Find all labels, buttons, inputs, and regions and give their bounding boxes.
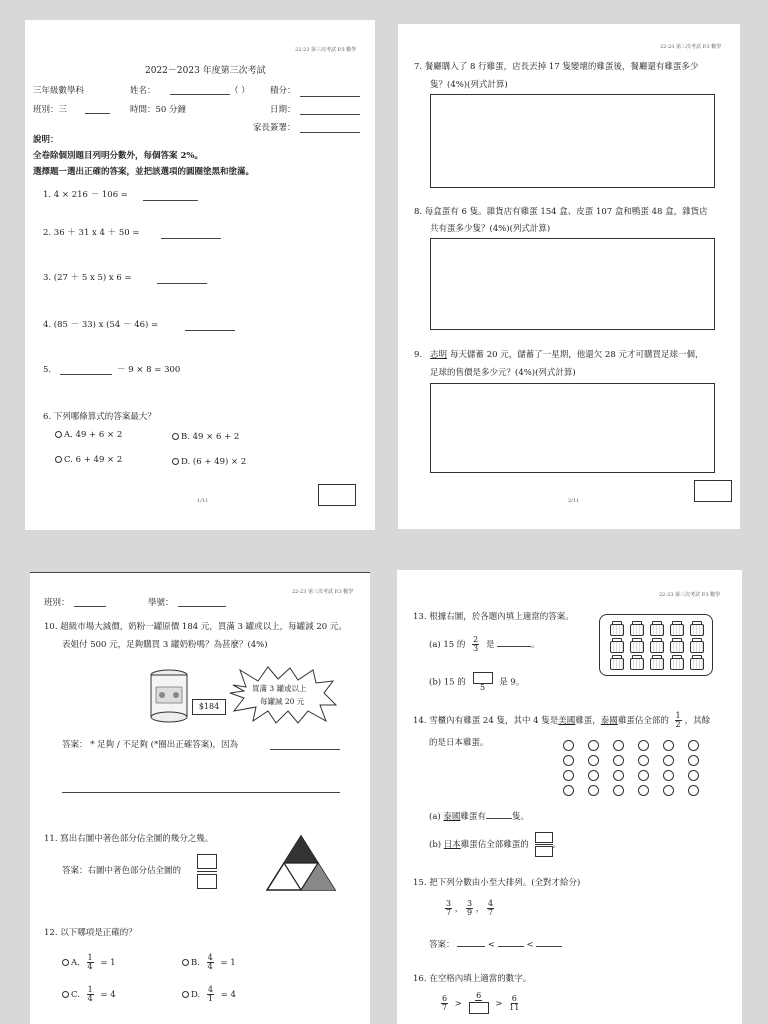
question-16: 16. 在空格內填上適當的數字。	[413, 974, 532, 984]
question-9-number: 9.	[414, 350, 423, 360]
score-label: 積分：	[270, 86, 296, 96]
radio-circle-icon	[182, 959, 189, 966]
q12-option-c[interactable]: C. $\frac{1}{4}$ = 4	[62, 986, 116, 1003]
class-field[interactable]	[85, 113, 110, 114]
radio-circle-icon	[55, 456, 62, 463]
page-top-rule	[30, 572, 370, 573]
question-7-line-1: 7. 餐廳購入了 8 行雞蛋，店長丟掉 17 隻變壞的雞蛋後，餐廳還有雞蛋多少	[414, 62, 699, 72]
q14b-fraction-answer-box[interactable]	[535, 832, 553, 857]
q14a-answer-line[interactable]	[486, 818, 512, 819]
score-field[interactable]	[300, 96, 360, 97]
q6-option-b[interactable]: B. 49 × 6 + 2	[172, 432, 239, 443]
class-label: 班別：三	[33, 105, 68, 115]
page-header: 22-23 第三次考試 P.3 數學	[292, 589, 354, 595]
instructions-line-1: 全卷除個別題目列明分數外，每個答案 2%。	[33, 151, 203, 161]
question-13: 13. 根據右圖，於各題內填上適當的答案。	[413, 612, 574, 622]
q12-option-a[interactable]: A. $\frac{1}{4}$ = 1	[62, 954, 116, 971]
class-field[interactable]	[74, 606, 106, 607]
question-14-line-1: 14. 雪櫃內有雞蛋 24 隻，其中 4 隻是美國雞蛋，泰國雞蛋佔全部的 $\frac{1}{2}$ ，其餘	[413, 711, 711, 729]
score-box[interactable]	[694, 480, 732, 502]
q6-option-c[interactable]: C. 6 + 49 × 2	[55, 455, 122, 466]
instructions-line-2: 選擇題一選出正確的答案，並把該選項的圓圈塗黑和塗滿。	[33, 167, 255, 177]
parent-signature-field[interactable]	[300, 132, 360, 133]
q6-option-a[interactable]: A. 49 + 6 × 2	[55, 430, 122, 441]
q10-answer-prompt: 答案： * 足夠 / 不足夠 (*圈出正確答案)，因為	[62, 740, 239, 750]
question-6: 6. 下列哪條算式的答案最大？	[43, 412, 156, 422]
question-10-line-1: 10. 超級市場大減價，奶粉一罐原價 184 元，買滿 3 罐或以上，每罐減 20 元。	[44, 622, 347, 632]
subject-label: 三年級數學科	[33, 86, 85, 96]
price-tag: $184	[192, 699, 226, 715]
egg-circles-grid	[563, 740, 699, 796]
name-label: 姓名：	[130, 86, 156, 96]
question-9-line-1: 每天儲蓄 20 元，儲蓄了一星期，他還欠 28 元才可購買足球一個，	[450, 350, 704, 360]
burst-text-line-1: 買滿 3 罐或以上	[252, 684, 307, 693]
page-number: 2/11	[568, 498, 580, 504]
q13a: (a) 15 的 $\frac{2}{3}$ 是 。	[429, 635, 540, 653]
q7-working-box[interactable]	[430, 94, 715, 188]
score-box[interactable]	[318, 484, 356, 506]
time-label: 時間：50 分鐘	[130, 105, 187, 115]
question-5-number: 5.	[43, 365, 52, 375]
q14a: (a) 泰國雞蛋有 隻。	[429, 812, 529, 822]
radio-circle-icon	[182, 991, 189, 998]
q16-denominator-box[interactable]	[469, 1002, 489, 1014]
instructions-title: 說明：	[33, 135, 59, 145]
shaded-triangle-diagram	[265, 834, 337, 892]
question-10-line-2: 表姐付 500 元，足夠購買 3 罐奶粉嗎？為甚麼？(4%)	[62, 640, 268, 650]
question-5-rest: － 9 × 8 = 300	[117, 365, 181, 375]
radio-circle-icon	[62, 959, 69, 966]
page-header: 22-23 第三次考試 P.3 數學	[295, 47, 357, 53]
question-4: 4. (85 － 33) x (54 － 46) =	[43, 320, 159, 330]
student-number-field[interactable]	[178, 606, 226, 607]
q15-answer-slot-3[interactable]	[536, 946, 562, 947]
q15-answer: 答案： < <	[429, 940, 562, 951]
q12-option-b[interactable]: B. $\frac{4}{4}$ = 1	[182, 954, 236, 971]
question-3: 3. (27 ＋ 5 x 5) x 6 =	[43, 273, 132, 283]
exam-title: 2022－2023 年度第三次考試	[145, 66, 266, 76]
q11-answer-prompt: 答案：右圖中著色部分佔全圖的	[62, 866, 182, 876]
q1-answer-line[interactable]	[143, 200, 198, 201]
question-11: 11. 寫出右圖中著色部分佔全圖的幾分之幾。	[44, 834, 214, 844]
student-number-label: 學號：	[148, 598, 174, 608]
question-2: 2. 36 ＋ 31 x 4 ＋ 50 =	[43, 228, 140, 238]
radio-circle-icon	[172, 458, 179, 465]
date-field[interactable]	[300, 114, 360, 115]
exam-page-4	[397, 570, 742, 1024]
q3-answer-line[interactable]	[157, 283, 207, 284]
q10-reason-line-2[interactable]	[62, 792, 340, 793]
q5-answer-line[interactable]	[60, 374, 112, 375]
question-8-line-2: 共有蛋多少隻？(4%)(列式計算)	[430, 224, 551, 234]
q15-answer-slot-2[interactable]	[498, 946, 524, 947]
radio-circle-icon	[172, 433, 179, 440]
milk-jars-picture	[599, 614, 713, 676]
page-header: 22-23 第三次考試 P.3 數學	[659, 592, 721, 598]
seat-bracket: （ ）	[230, 86, 250, 96]
burst-text-line-2: 每罐減 20 元	[260, 697, 305, 706]
question-1: 1. 4 × 216 － 106 =	[43, 190, 128, 200]
page-number: 1/11	[197, 498, 209, 504]
q13b: (b) 15 的 5 是 9。	[429, 672, 524, 692]
milk-powder-can-icon	[148, 667, 190, 723]
radio-circle-icon	[62, 991, 69, 998]
exam-page-1	[25, 20, 375, 530]
q16-inequality: $\frac{6}{7}$ > 6 > $\frac{6}{11}$	[441, 992, 519, 1014]
parent-signature-label: 家長簽署：	[253, 123, 296, 133]
q8-working-box[interactable]	[430, 238, 715, 330]
question-15: 15. 把下列分數由小至大排列。(全對才給分)	[413, 878, 581, 888]
name-field[interactable]	[170, 94, 230, 95]
q12-option-d[interactable]: D. $\frac{4}{1}$ = 4	[182, 986, 236, 1003]
question-9-line-2: 足球的售價是多少元？(4%)(列式計算)	[430, 368, 576, 378]
q15-answer-slot-1[interactable]	[457, 946, 485, 947]
question-7-line-2: 隻？(4%)(列式計算)	[430, 80, 508, 90]
q2-answer-line[interactable]	[161, 238, 221, 239]
radio-circle-icon	[55, 431, 62, 438]
date-label: 日期：	[270, 105, 296, 115]
question-14-line-2: 的是日本雞蛋。	[429, 738, 489, 748]
q4-answer-line[interactable]	[185, 330, 235, 331]
q9-person-name: 志明	[430, 350, 448, 360]
discount-burst-icon	[228, 665, 338, 725]
question-12: 12. 以下哪項是正確的？	[44, 928, 137, 938]
exam-page-2	[398, 24, 740, 529]
q6-option-d[interactable]: D. (6 + 49) × 2	[172, 457, 246, 468]
page-header: 22-23 第三次考試 P.3 數學	[660, 44, 722, 50]
exam-page-3	[30, 572, 370, 1024]
q13a-answer-line[interactable]	[497, 646, 531, 647]
question-8-line-1: 8. 每盒蛋有 6 隻。雜貨店有雞蛋 154 盒、皮蛋 107 盒和鴨蛋 48 盒，雜貨店	[414, 207, 708, 217]
q11-fraction-answer-box[interactable]	[197, 854, 217, 888]
q10-reason-line-1[interactable]	[270, 749, 340, 750]
q15-fractions: $\frac{3}{7}$ ， $\frac{3}{9}$ ， $\frac{4}{7}$	[446, 899, 494, 917]
class-label: 班別：	[44, 598, 70, 608]
q14b: (b) 日本雞蛋佔全部雞蛋的 。	[429, 832, 561, 857]
q9-working-box[interactable]	[430, 383, 715, 473]
